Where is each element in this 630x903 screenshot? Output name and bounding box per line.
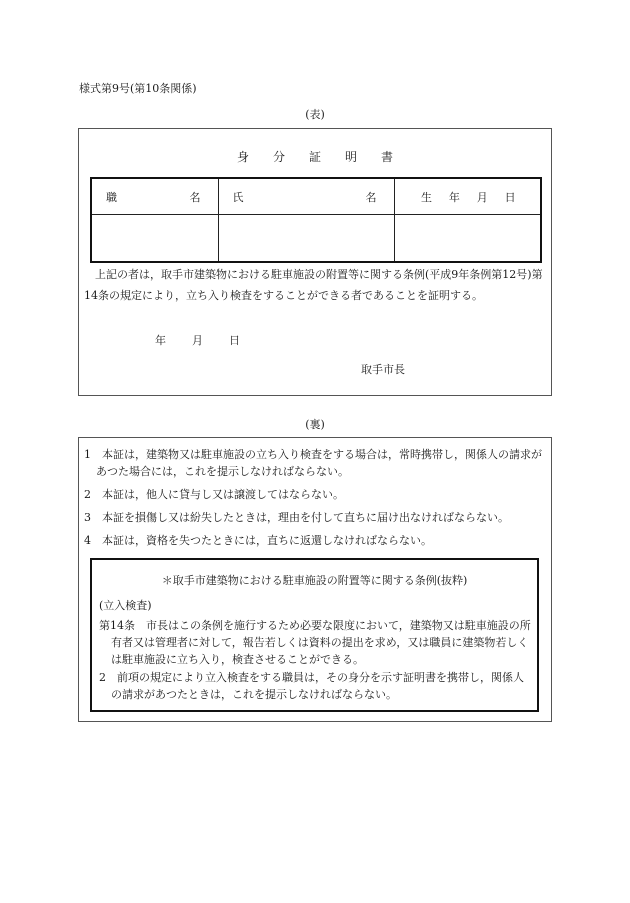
- certification-statement: 上記の者は，取手市建築物における駐車施設の附置等に関する条例(平成9年条例第12号)第14条の規定により，立ち入り検査をすることができる者であることを証明する。: [84, 268, 543, 302]
- back-side-label: (裏): [305, 418, 325, 431]
- title-char: 明: [345, 150, 358, 164]
- front-side-label: (表): [305, 108, 325, 121]
- title-char: 身: [236, 150, 249, 164]
- note-item: 2 本証は，他人に貸与し又は譲渡してはならない。: [84, 488, 344, 501]
- note-item: 4 本証は，資格を失つたときには，直ちに返還しなければならない。: [84, 534, 432, 547]
- position-value-cell: [91, 215, 218, 263]
- name-value-cell: [218, 215, 394, 263]
- note-item: 3 本証を損傷し又は紛失したときは，理由を付して直ちに届け出なければならない。: [84, 511, 509, 524]
- form-number: 様式第9号(第10条関係): [79, 82, 197, 95]
- issuer-title: 取手市長: [361, 363, 405, 376]
- excerpt-title: ＊取手市建築物における駐車施設の附置等に関する条例(抜粋): [161, 574, 468, 587]
- birthdate-header: 生 年 月 日: [394, 178, 541, 215]
- title-char: 証: [308, 150, 321, 164]
- name-header: 氏 名: [218, 178, 394, 215]
- ordinance-excerpt-box: [90, 558, 539, 712]
- id-card-back: [78, 437, 552, 722]
- title-char: 分: [272, 150, 285, 164]
- position-header: 職 名: [91, 178, 218, 215]
- article-14: 第14条 市長はこの条例を施行するため必要な限度において，建築物又は駐車施設の所有者又は管理者に対して，報告若しくは資料の提出を求め，又は職員に建築物若しくは駐車施設に立ち入り，検査させることができる。: [99, 619, 531, 666]
- title-char: 書: [381, 150, 394, 164]
- id-card-front: [78, 128, 552, 396]
- birthdate-value-cell: [394, 215, 541, 263]
- notes-list: [84, 446, 545, 555]
- article-14-clause-2: 2 前項の規定により立入検査をする職員は，その身分を示す証明書を携帯し，関係人の請求があつたときは，これを提示しなければならない。: [99, 671, 524, 701]
- holder-info-table: [90, 177, 542, 263]
- issue-date: 年 月 日: [155, 334, 240, 347]
- note-item: 1 本証は，建築物又は駐車施設の立ち入り検査をする場合は，常時携帯し，関係人の請求があつた場合には，これを提示しなければならない。: [84, 448, 542, 478]
- document-title: [79, 148, 551, 165]
- excerpt-heading: (立入検査): [99, 599, 152, 612]
